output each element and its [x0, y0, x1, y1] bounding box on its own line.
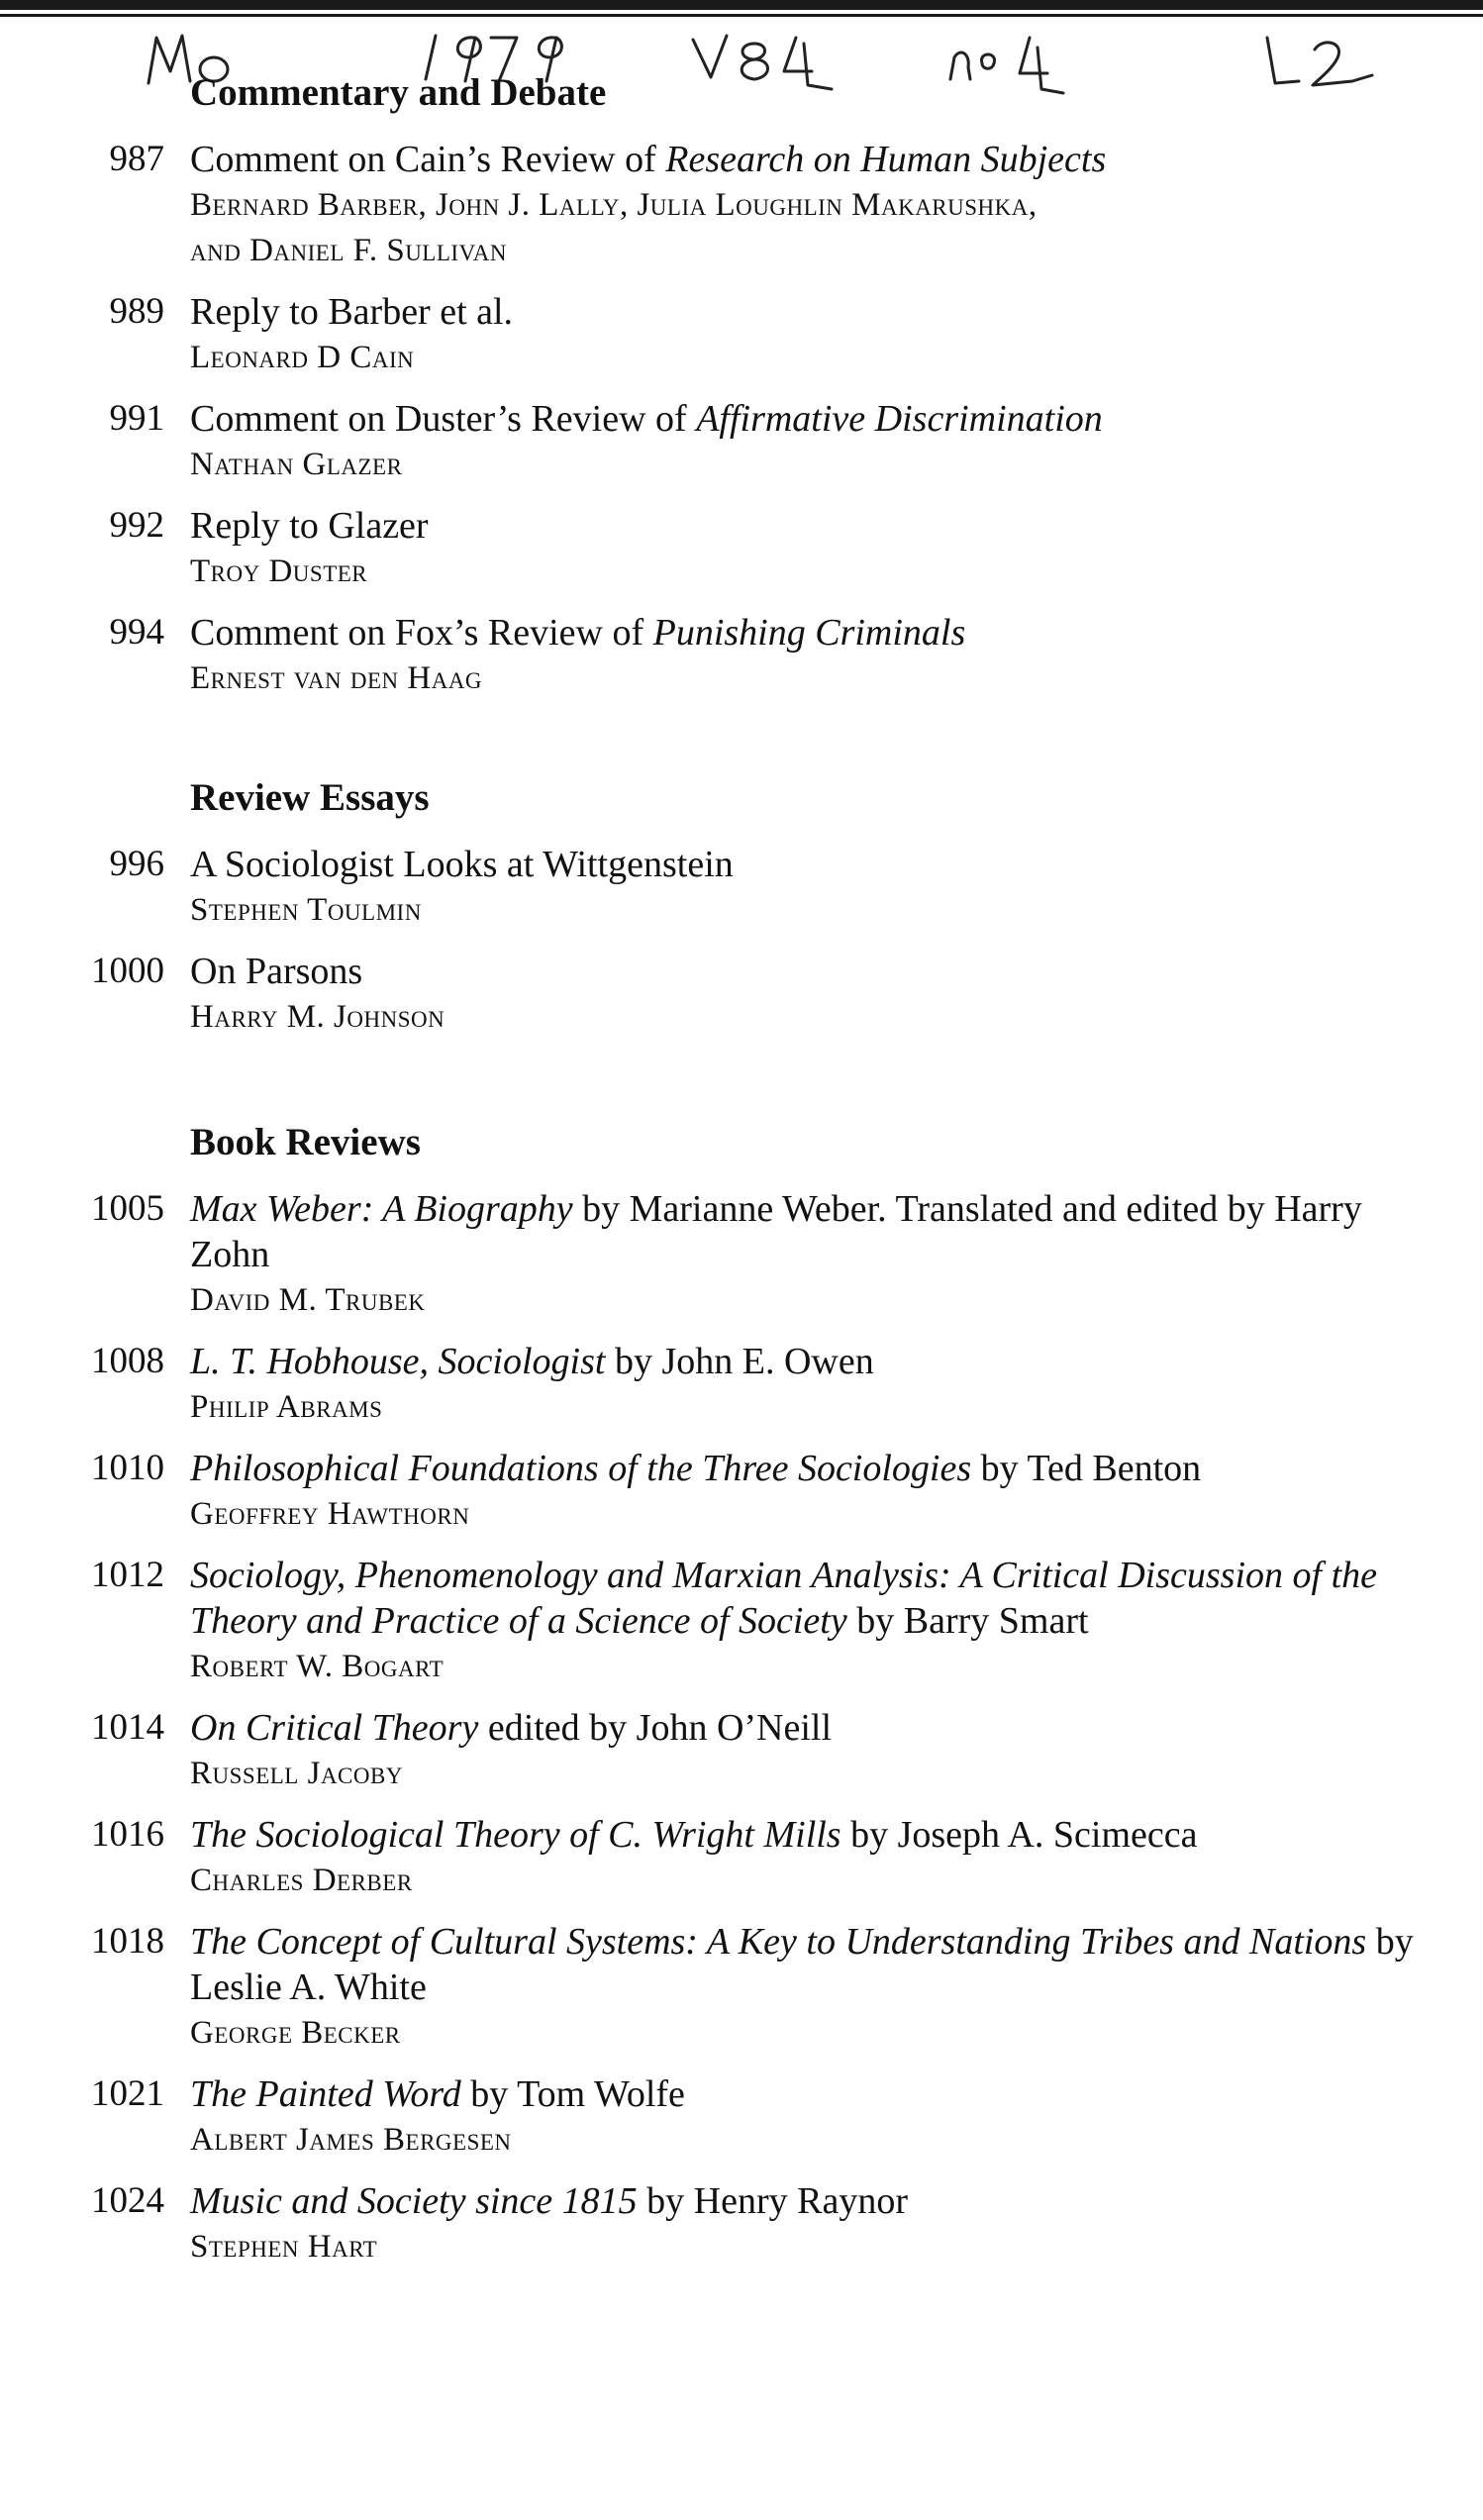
title-italic-part: Affirmative Discrimination: [696, 398, 1103, 440]
page-number: 1010: [91, 1448, 164, 1488]
toc-entry: [0, 610, 1483, 701]
entry-author: Philip Abrams: [190, 1389, 383, 1425]
entry-body: [190, 503, 1418, 594]
toc-section: [0, 1119, 1483, 2269]
toc-entry: [0, 949, 1483, 1040]
title-italic-part: Music and Society since 1815: [190, 2180, 638, 2222]
entry-title: [190, 1446, 1418, 1491]
toc-section: [0, 69, 1483, 701]
page-number: 987: [109, 139, 164, 179]
title-text-part: Comment on Duster’s Review of: [190, 398, 697, 440]
entry-body: [190, 1919, 1418, 2056]
title-text-part: Reply to Glazer: [190, 505, 429, 547]
page-number: 996: [109, 844, 164, 884]
entry-title: [190, 289, 1418, 335]
toc-entry: [0, 1186, 1483, 1323]
title-italic-part: Max Weber: A Biography: [190, 1188, 573, 1230]
toc-entry: [0, 137, 1483, 273]
title-italic-part: The Painted Word: [190, 2073, 461, 2115]
toc-entry: [0, 1812, 1483, 1903]
section-heading: Commentary and Debate: [190, 71, 607, 114]
toc-entry: [0, 1705, 1483, 1796]
title-text-part: On Parsons: [190, 951, 363, 992]
toc-entry: [0, 2071, 1483, 2163]
entry-author: Stephen Hart: [190, 2229, 378, 2265]
entry-author: David M. Trubek: [190, 1282, 426, 1318]
entry-body: [190, 289, 1418, 380]
title-italic-part: Punishing Criminals: [652, 612, 966, 654]
sections-container: [0, 69, 1483, 2269]
page-number: 991: [109, 398, 164, 439]
title-italic-part: L. T. Hobhouse, Sociologist: [190, 1341, 606, 1382]
toc-section: [0, 774, 1483, 1040]
entry-author: Ernest van den Haag: [190, 660, 483, 696]
entry-body: [190, 1339, 1418, 1430]
title-text-part: by Barry Smart: [846, 1600, 1089, 1642]
entry-title: [190, 2178, 1418, 2224]
title-text-part: by Ted Benton: [971, 1448, 1202, 1489]
toc-entry: [0, 1339, 1483, 1430]
entry-title: [190, 1553, 1418, 1644]
entry-author: Bernard Barber, John J. Lally, Julia Loughlin Makarushka,: [190, 187, 1038, 223]
toc-entry: [0, 1919, 1483, 2056]
title-italic-part: On Critical Theory: [190, 1707, 479, 1749]
entry-author: Robert W. Bogart: [190, 1649, 445, 1684]
toc-entry: [0, 2178, 1483, 2269]
entry-title: [190, 1705, 1418, 1751]
toc-entry: [0, 289, 1483, 380]
entry-body: [190, 1705, 1418, 1796]
entry-author: Nathan Glazer: [190, 447, 403, 482]
entry-author: Charles Derber: [190, 1863, 413, 1898]
title-text-part: Reply to Barber et al.: [190, 291, 514, 333]
entry-body: [190, 1186, 1418, 1323]
entry-title: [190, 1919, 1418, 2010]
page-number: 994: [109, 612, 164, 653]
entry-title: [190, 842, 1418, 887]
page-number: 1021: [91, 2073, 164, 2114]
top-border-rule-thin: [0, 14, 1483, 17]
title-text-part: by Leslie A. White: [190, 1921, 1414, 2008]
entry-author: Geoffrey Hawthorn: [190, 1496, 470, 1532]
entry-author: and Daniel F. Sullivan: [190, 233, 507, 268]
toc-entry: [0, 503, 1483, 594]
entry-body: [190, 2178, 1418, 2269]
title-text-part: Comment on Cain’s Review of: [190, 139, 666, 180]
entry-body: [190, 949, 1418, 1040]
top-border-rule: [0, 0, 1483, 10]
entry-author: Stephen Toulmin: [190, 892, 422, 928]
entry-title: [190, 2071, 1418, 2117]
entry-author: Leonard D Cain: [190, 340, 415, 375]
entry-author: Harry M. Johnson: [190, 999, 445, 1035]
entry-body: [190, 1553, 1418, 1689]
entry-title: [190, 503, 1418, 549]
entry-body: [190, 1812, 1418, 1903]
entry-body: [190, 610, 1418, 701]
page-number: 992: [109, 505, 164, 546]
page-number: 1005: [91, 1188, 164, 1229]
title-text-part: by Tom Wolfe: [460, 2073, 685, 2115]
entry-body: [190, 396, 1418, 487]
title-italic-part: The Sociological Theory of C. Wright Mills: [190, 1814, 841, 1856]
entry-author: Troy Duster: [190, 554, 368, 589]
entry-author: Russell Jacoby: [190, 1756, 403, 1791]
page-number: 1014: [91, 1707, 164, 1748]
entry-title: [190, 1186, 1418, 1277]
page-number: 1008: [91, 1341, 164, 1381]
table-of-contents: [0, 69, 1483, 2269]
entry-title: [190, 949, 1418, 994]
entry-body: [190, 1446, 1418, 1537]
page-number: 1016: [91, 1814, 164, 1855]
page-number: 989: [109, 291, 164, 332]
title-italic-part: Sociology, Phenomenology and Marxian Analysis: A Critical Discussion of the Theory and Practice of a Science of Society: [190, 1555, 1378, 1642]
title-text-part: by Marianne Weber. Translated and edited by Harry Zohn: [190, 1188, 1362, 1275]
toc-entry: [0, 396, 1483, 487]
entry-title: [190, 137, 1418, 182]
entry-title: [190, 1339, 1418, 1384]
section-heading: Review Essays: [190, 776, 430, 819]
title-text-part: by Henry Raynor: [637, 2180, 909, 2222]
section-heading: Book Reviews: [190, 1121, 421, 1163]
title-italic-part: Research on Human Subjects: [665, 139, 1107, 180]
entry-body: [190, 137, 1418, 273]
toc-entry: [0, 842, 1483, 933]
toc-entry: [0, 1553, 1483, 1689]
page-number: 1000: [91, 951, 164, 991]
entry-author: Albert James Bergesen: [190, 2122, 512, 2158]
entry-body: [190, 842, 1418, 933]
title-text-part: by Joseph A. Scimecca: [840, 1814, 1198, 1856]
title-text-part: Comment on Fox’s Review of: [190, 612, 653, 654]
title-text-part: by John E. Owen: [605, 1341, 874, 1382]
page-number: 1024: [91, 2180, 164, 2221]
entry-author: George Becker: [190, 2015, 401, 2051]
entry-title: [190, 1812, 1418, 1858]
entry-title: [190, 610, 1418, 655]
page-number: 1012: [91, 1555, 164, 1595]
entry-title: [190, 396, 1418, 442]
page-number: 1018: [91, 1921, 164, 1962]
title-italic-part: The Concept of Cultural Systems: A Key to Understanding Tribes and Nations: [190, 1921, 1367, 1963]
entry-body: [190, 2071, 1418, 2163]
title-italic-part: Philosophical Foundations of the Three Sociologies: [190, 1448, 972, 1489]
toc-entry: [0, 1446, 1483, 1537]
title-text-part: A Sociologist Looks at Wittgenstein: [190, 844, 734, 885]
title-text-part: edited by John O’Neill: [478, 1707, 833, 1749]
